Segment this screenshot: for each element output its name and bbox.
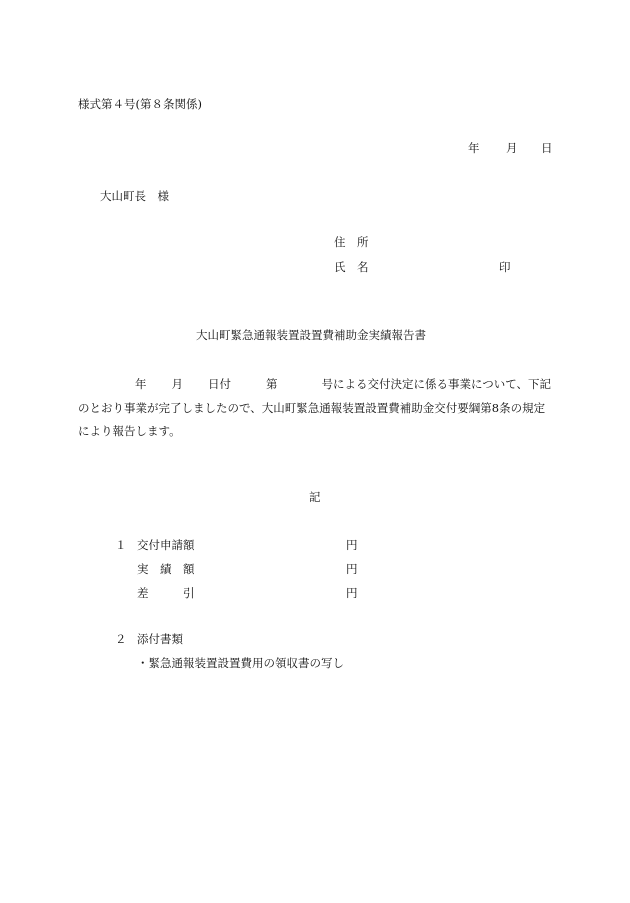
body-line-3: により報告します。 bbox=[78, 424, 181, 438]
body-line-1-rest: 号による交付決定に係る事業について、下記 bbox=[321, 377, 552, 391]
section-1-number: １ bbox=[115, 538, 127, 552]
form-number: 様式第４号(第８条関係) bbox=[78, 97, 202, 111]
amount-label-actual: 実 績 額 bbox=[137, 562, 195, 576]
address-label: 住 所 bbox=[334, 235, 369, 249]
attachments-heading: 添付書類 bbox=[137, 632, 183, 646]
amount-label-difference: 差 引 bbox=[137, 586, 195, 600]
date-day-label: 日 bbox=[541, 141, 553, 155]
body-year: 年 bbox=[135, 377, 147, 391]
body-dai: 第 bbox=[266, 377, 278, 391]
date-month-label: 月 bbox=[506, 141, 518, 155]
section-2-number: ２ bbox=[115, 632, 127, 646]
body-line-1 bbox=[78, 373, 552, 397]
amount-unit-difference: 円 bbox=[346, 586, 358, 600]
body-paragraph bbox=[78, 373, 552, 444]
name-label: 氏 名 bbox=[334, 260, 369, 274]
amount-label-application: 交付申請額 bbox=[137, 538, 195, 552]
amount-unit-actual: 円 bbox=[346, 562, 358, 576]
body-day: 日付 bbox=[208, 377, 231, 391]
date-year-label: 年 bbox=[468, 141, 480, 155]
addressee: 大山町長 様 bbox=[100, 189, 169, 203]
attachment-item: ・緊急通報装置設置費用の領収書の写し bbox=[137, 656, 344, 670]
ki-heading: 記 bbox=[309, 490, 321, 504]
seal-mark: 印 bbox=[499, 260, 511, 274]
document-title: 大山町緊急通報装置設置費補助金実績報告書 bbox=[196, 328, 426, 342]
amount-unit-application: 円 bbox=[346, 538, 358, 552]
body-month: 月 bbox=[171, 377, 183, 391]
body-line-2: のとおり事業が完了しましたので、大山町緊急通報装置設置費補助金交付要綱第8条の規定 bbox=[78, 400, 546, 415]
